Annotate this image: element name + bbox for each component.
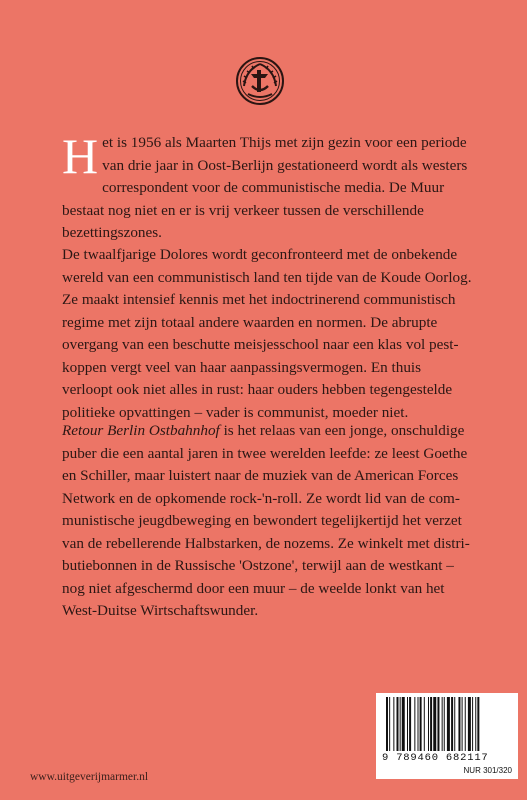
paragraph-intro — [62, 128, 472, 245]
paragraph-summary — [62, 420, 472, 623]
isbn-barcode — [376, 693, 518, 779]
barcode-bars — [384, 697, 510, 751]
book-title: Retour Berlin Ostbahnhof — [62, 422, 220, 439]
paragraph-dolores — [62, 244, 472, 424]
drop-cap: H — [62, 128, 99, 184]
paragraph-dolores-text: De twaalfjarige Dolores wordt geconfronteerd met de onbekende wereld van een communistisch land ten tijde van de Koude Oorlog. Ze maakt intensief kennis met het indoctrinerend communistisch regime met zijn totaal andere waarden en normen. De abrupte overgang van een beschutte meisjesschool naar een klas vol pest-koppen vergt veel van haar aanpassingsvermogen. En thuis verloopt ook niet alles in rust: haar ouders hebben tegengestelde politieke opvattingen – vader is communist, moeder niet. — [62, 246, 472, 421]
nur-code: NUR 301/320 — [463, 766, 512, 775]
publisher-website[interactable]: www.uitgeverijmarmer.nl — [30, 771, 149, 783]
paragraph-intro-text: et is 1956 als Maarten Thijs met zijn gezin voor een periode van drie jaar in Oost-Berlijn gestationeerd wordt als westers correspondent voor de communistische media. De Muur bestaat nog niet en er is vrij verkeer tussen de verschillende bezettingszones. — [62, 134, 468, 241]
ddr-emblem-icon — [235, 56, 285, 106]
paragraph-summary-text: is het relaas van een jonge, onschuldige puber die een aantal jaren in twee werelden leefde: ze leest Goethe en Schiller, maar luistert naar de muziek van de American Forces Network en de opkomende rock-'n-roll. Ze wordt lid van de com-munistische jeugdbeweging en bewondert tegelijkertijd het verzet van de rebellerende Halbstarken, de nozems. Ze winkelt met distri-butiebonnen in de Russische 'Ostzone', terwijl aan de westkant – nog niet afgeschermd door een muur – de weelde lonkt van het West-Duitse Wirtschaftswunder. — [62, 422, 470, 619]
isbn-digits: 9 789460 682117 — [382, 752, 489, 764]
